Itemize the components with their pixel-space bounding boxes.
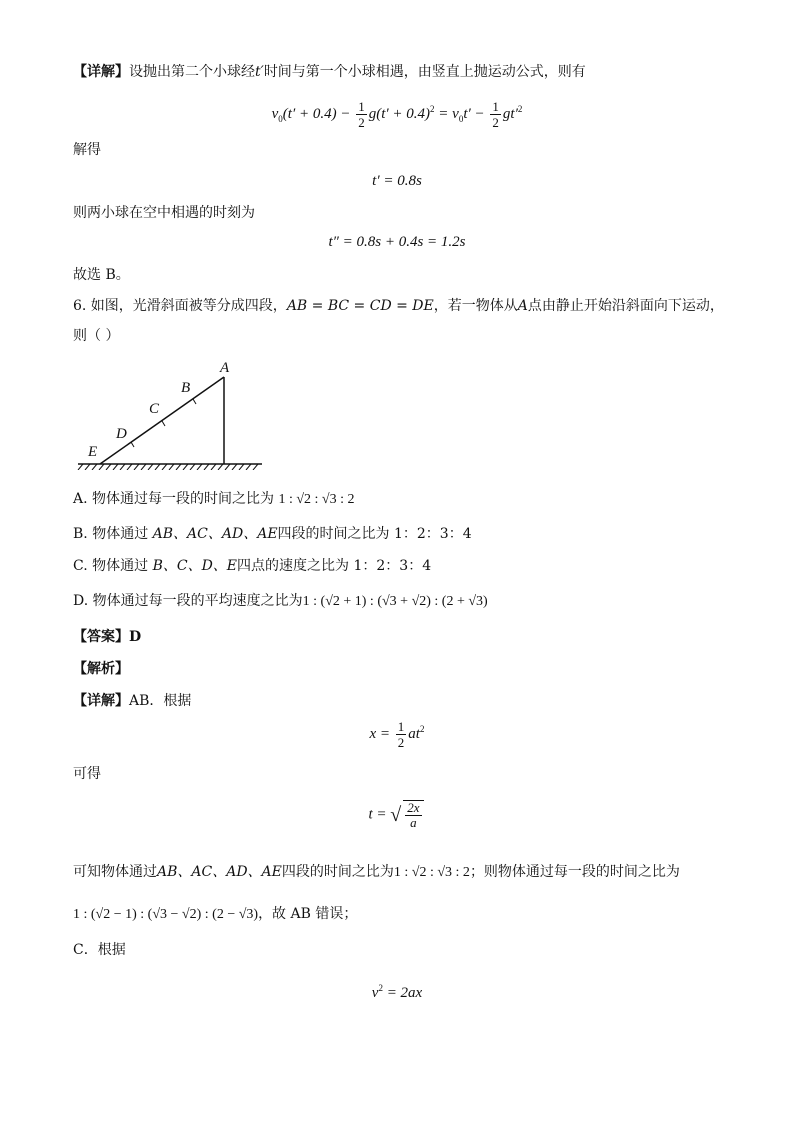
question-6-line-1: 6. 如图，光滑斜面被等分成四段，AB = BC = CD = DE，若一物体从A点由静止开始沿斜面向下运动， [73, 298, 724, 314]
conclude-line-2: 1 : (√2 − 1) : (√3 − √2) : (2 − √3)，故 AB 错误； [73, 906, 358, 922]
equation-6: $v^2 = 2ax$ [371, 983, 423, 1001]
analysis-label: 【解析】 [73, 661, 129, 677]
option-d: D. 物体通过每一段的平均速度之比为1 : (√2 + 1) : (√3 + √2) : (2 + √3) [73, 593, 488, 609]
question-6-line-2: 则（ ） [73, 328, 120, 344]
conclude-line-1: 可知物体通过AB、AC、AD、AE四段的时间之比为1 : √2 : √3 : 2；则物体通过每一段的时间之比为 [73, 864, 680, 880]
label-A: A [220, 360, 230, 376]
c-line: C．根据 [73, 942, 126, 958]
fraction-half-2: $\frac{1}{2}$ [492, 99, 499, 131]
label-E: E [88, 444, 98, 460]
sqrt-fraction: $\frac{2x}{a}$ [403, 800, 423, 830]
meet-text: 则两小球在空中相遇的时刻为 [73, 205, 255, 221]
label-D: D [116, 426, 127, 442]
label-C: C [149, 401, 160, 417]
incline-line [100, 377, 224, 464]
answer-line: 【答案】D [73, 629, 142, 645]
ground-hatch [78, 464, 258, 470]
detail-line-1: 【详解】设抛出第二个小球经t′时间与第一个小球相遇，由竖直上抛运动公式，则有 [73, 64, 586, 80]
equation-2: t′ = 0.8s [372, 173, 422, 189]
tick-marks [131, 399, 196, 447]
option-a: A. 物体通过每一段的时间之比为 1 : √2 : √3 : 2 [73, 491, 355, 507]
detail-label: 【详解】 [73, 64, 129, 80]
equation-1: $v_0(t' + 0.4)$ − $\frac{1}{2}$ $g(t' + 0.4)^2 = v_0t'$ − $\frac{1}{2}$ $gt'^2$ [271, 99, 523, 131]
equation-3: t″ = 0.8s + 0.4s = 1.2s [328, 234, 466, 250]
detail-line-2: 【详解】AB．根据 [73, 693, 192, 709]
option-c: C. 物体通过 B、C、D、E四点的速度之比为 1：2：3：4 [73, 558, 432, 574]
equation-5: t = √ $\frac{2x}{a}$ [0, 800, 794, 830]
fraction-half: $\frac{1}{2}$ [358, 99, 365, 131]
solve-label: 解得 [73, 142, 101, 158]
option-b: B. 物体通过 AB、AC、AD、AE四段的时间之比为 1：2：3：4 [73, 526, 472, 542]
choose-line: 故选 B。 [73, 267, 130, 283]
fraction-half-3: $\frac{1}{2}$ [397, 719, 405, 751]
equation-4: x = $\frac{1}{2}$ $at^2$ [369, 719, 425, 751]
label-B: B [181, 380, 191, 396]
get-label: 可得 [73, 766, 101, 782]
incline-figure [70, 355, 270, 470]
